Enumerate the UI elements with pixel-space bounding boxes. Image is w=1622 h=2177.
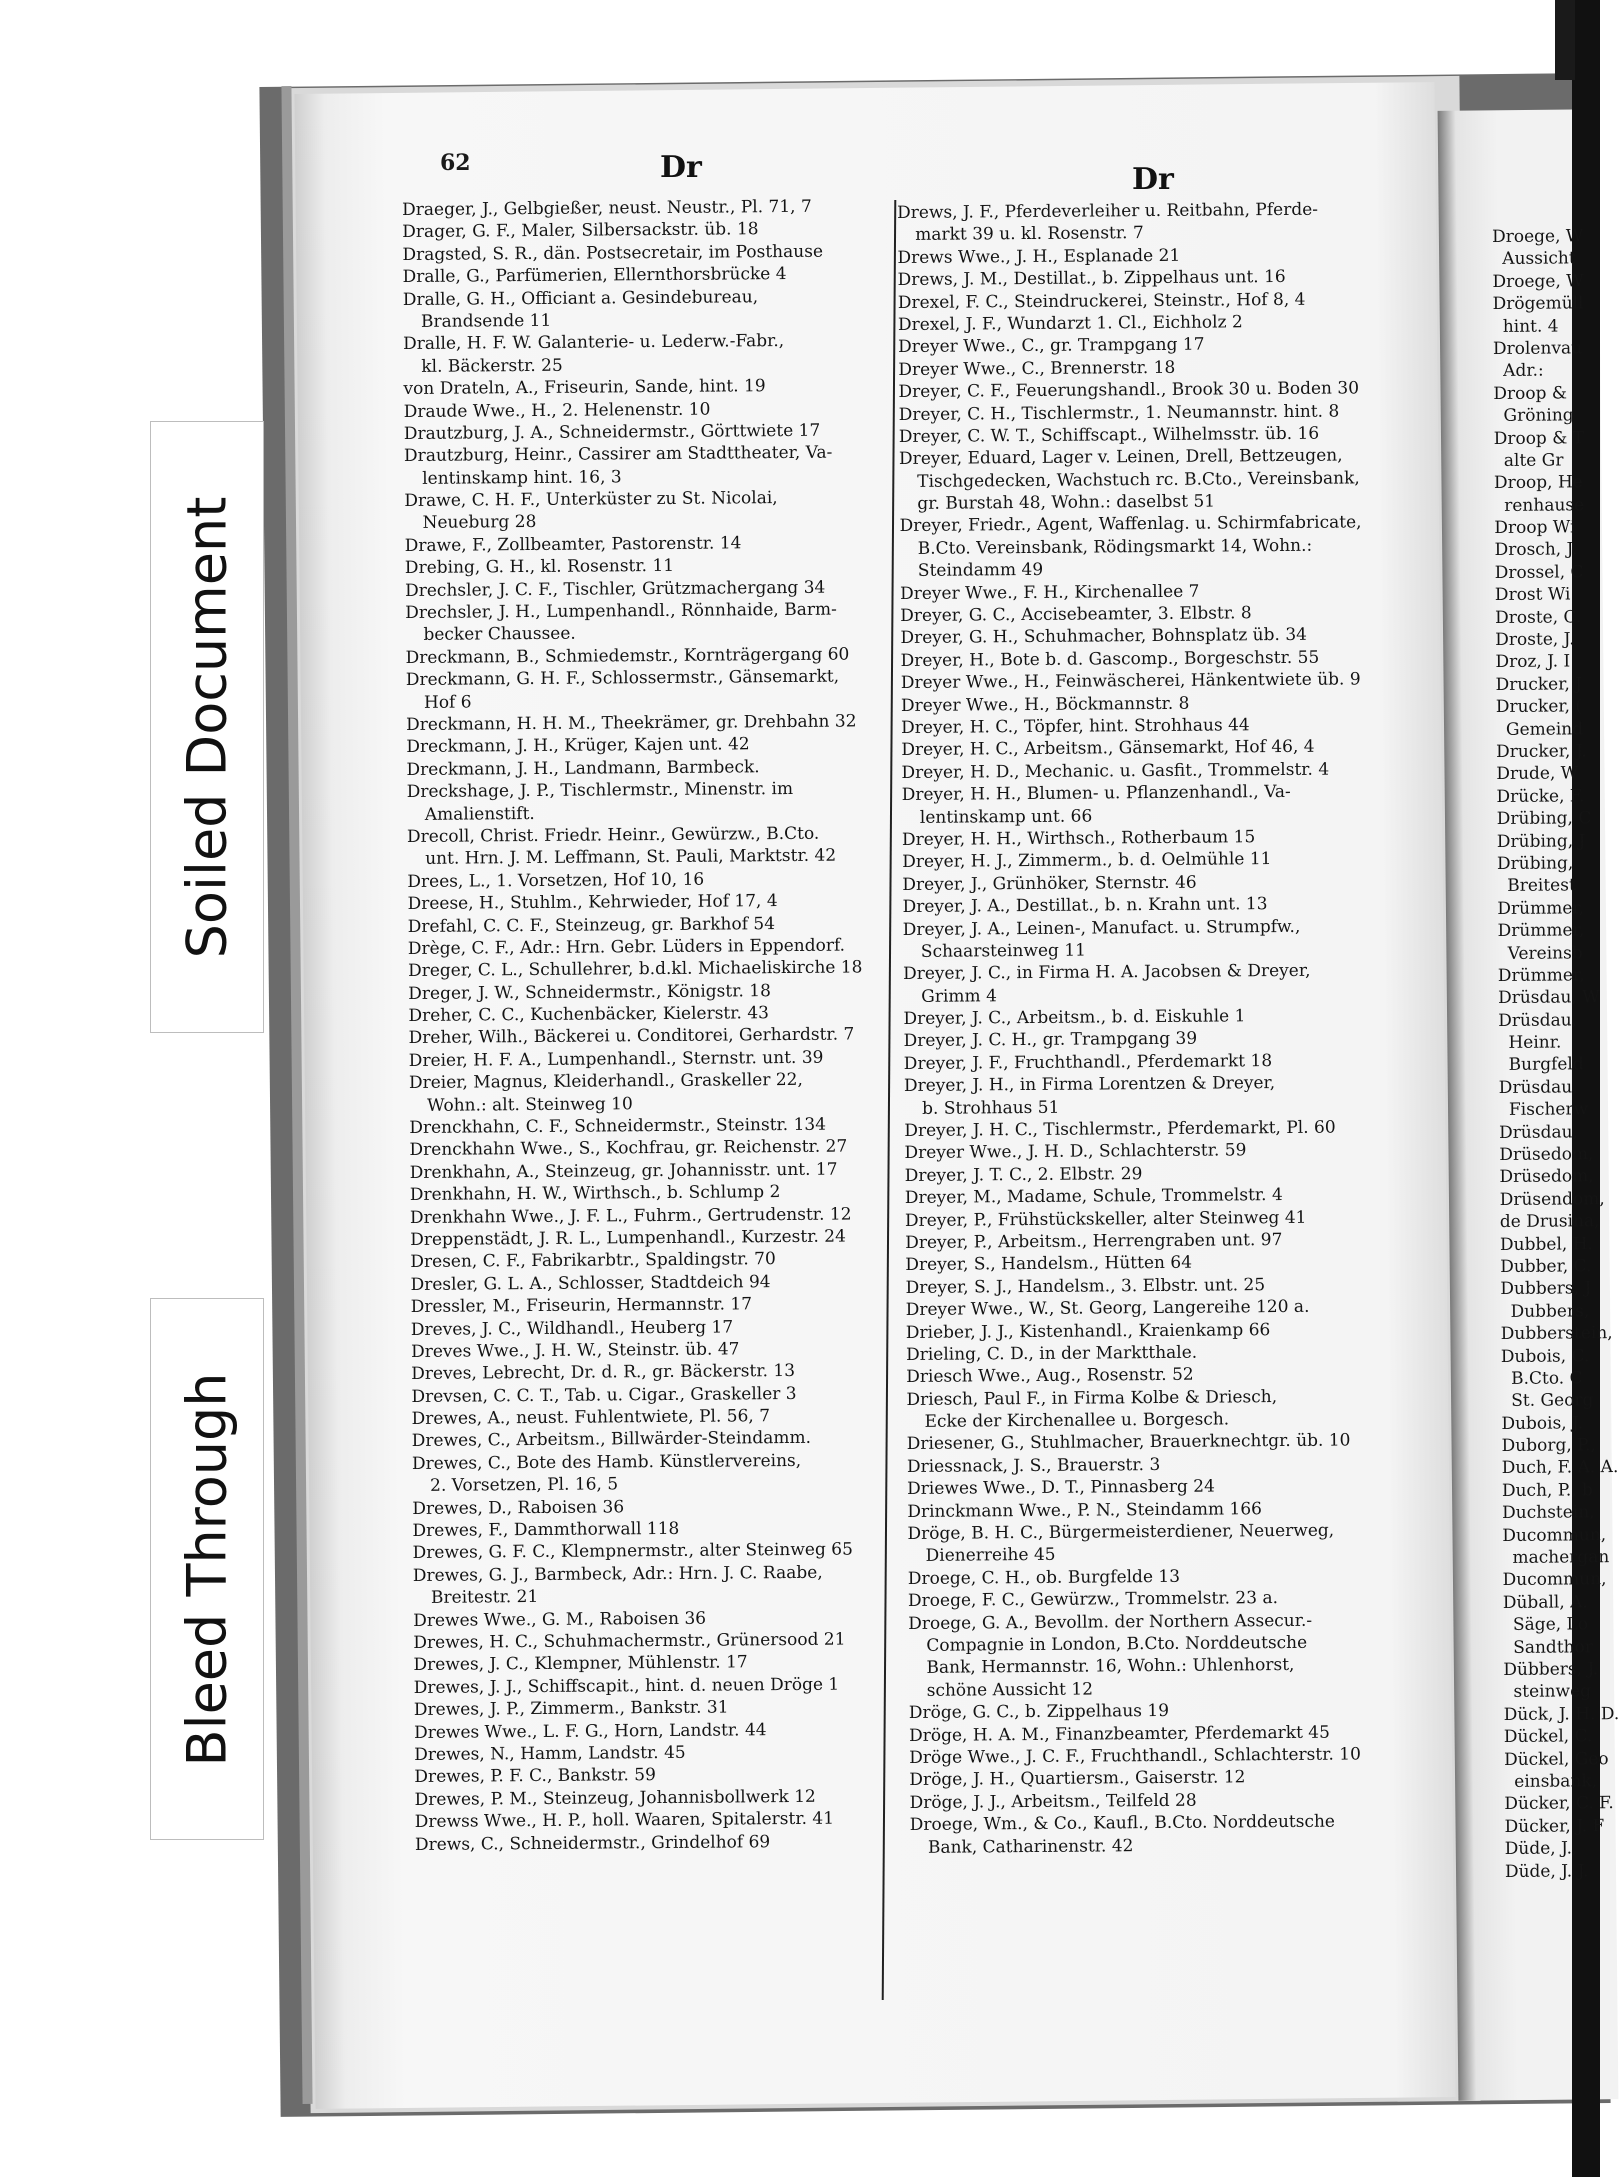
directory-entry: Droste, C. (1494, 606, 1582, 628)
entry-continuation: Grimm 4 (921, 985, 997, 1007)
directory-entry: Dreher, Wilh., Bäckerei u. Conditorei, Gerhardstr. 7 (408, 1024, 855, 1049)
directory-entry: Dücker, C. F. (1504, 1793, 1614, 1815)
entry-continuation: Vereinsb (1507, 942, 1583, 964)
middle-column (897, 198, 1390, 1859)
left-column (402, 195, 927, 1856)
directory-entry: Dreier, Magnus, Kleiderhandl., Graskeller 22, (408, 1070, 803, 1094)
directory-entry: Draeger, J., Gelbgießer, neust. Neustr., Pl. 71, 7 (402, 196, 812, 220)
entry-continuation: B.Cto. C (1510, 1368, 1583, 1389)
directory-entry: Dreyer, G. H., Schuhmacher, Bohnsplatz üb. 34 (900, 625, 1307, 649)
entry-continuation: Tischgedecken, Wachstuch rc. B.Cto., Vereinsbank, (917, 468, 1360, 492)
directory-entry: Drews, J. F., Pferdeverleiher u. Reitbahn, Pferde- (897, 199, 1319, 223)
directory-entry: Düball, A. (1502, 1592, 1588, 1613)
directory-entry: Dreyer, H. J., Zimmerm., b. d. Oelmühle 11 (902, 849, 1272, 873)
entry-continuation: b. Strohhaus 51 (922, 1097, 1060, 1119)
directory-entry: Dreyer, C. H., Tischlermstr., 1. Neumannstr. hint. 8 (898, 401, 1340, 425)
directory-entry: Drüsendom, (1499, 1188, 1605, 1210)
directory-entry: Drenckhahn, C. F., Schneidermstr., Steinstr. 134 (409, 1114, 827, 1138)
directory-entry: Dubois, C. (1500, 1345, 1590, 1367)
directory-entry: Dreyer, J. C., Arbeitsm., b. d. Eiskuhle 1 (903, 1006, 1246, 1030)
directory-entry: Driesch, Paul F., in Firma Kolbe & Driesch, (906, 1386, 1278, 1410)
entry-continuation: St. Georg (1511, 1390, 1594, 1412)
directory-entry: Droop Wi (1494, 517, 1576, 539)
directory-entry: Drewss Wwe., H. P., holl. Waaren, Spitalerstr. 41 (414, 1808, 835, 1833)
directory-entry: Drüsdau, (1498, 1010, 1578, 1031)
directory-entry: von Drateln, A., Friseurin, Sande, hint. 19 (403, 376, 766, 400)
scanner-border-top (1555, 0, 1575, 80)
directory-entry: Drebing, G. H., kl. Rosenstr. 11 (404, 556, 675, 579)
entry-continuation: alte Gr (1503, 450, 1564, 471)
directory-entry: Dreyer, S., Handelsm., Hütten 64 (905, 1253, 1193, 1276)
directory-entry: Dreyer, Eduard, Lager v. Leinen, Drell, Bettzeugen, (898, 445, 1343, 470)
entry-continuation: markt 39 u. kl. Rosenstr. 7 (915, 223, 1144, 246)
directory-entry: Dreyer, J. A., Leinen-, Manufact. u. Strumpfw., (902, 916, 1301, 940)
entry-continuation: Brandsende 11 (420, 310, 552, 332)
directory-entry: Dralle, G. H., Officiant a. Gesindebureau, (402, 286, 759, 310)
running-header-right: Dr (1132, 162, 1174, 197)
directory-entry: Drübing, (1496, 853, 1574, 874)
directory-entry: Dreyer, J. C., in Firma H. A. Jacobsen & Dreyer, (902, 961, 1311, 985)
directory-entry: Droop & T (1493, 427, 1585, 449)
directory-entry: Droege, G. A., Bevollm. der Northern Assecur.- (908, 1610, 1313, 1634)
directory-entry: Ducommun, (1502, 1569, 1607, 1591)
directory-entry: Drenkhahn Wwe., J. F. L., Fuhrm., Gertrudenstr. 12 (409, 1204, 852, 1228)
directory-entry: Dresen, C. F., Fabrikarbtr., Spaldingstr. 70 (410, 1249, 776, 1273)
directory-entry: Dreyer, G. C., Accisebeamter, 3. Elbstr. 8 (900, 603, 1252, 627)
right-column-fragments (1492, 225, 1620, 1883)
directory-entry: Driesener, G., Stuhlmacher, Brauerknechtgr. üb. 10 (906, 1430, 1351, 1455)
directory-entry: Drecoll, Christ. Friedr. Heinr., Gewürzw., B.Cto. (406, 823, 820, 847)
directory-entry: Drude, W (1496, 763, 1579, 785)
directory-entry: Drenkhahn, A., Steinzeug, gr. Johannisstr. unt. 17 (409, 1159, 838, 1183)
directory-entry: Dreves, J. C., Wildhandl., Heuberg 17 (410, 1316, 734, 1340)
directory-entry: Dreckshage, J. P., Tischlermstr., Minenstr. im (406, 779, 794, 803)
entry-continuation: Wohn.: alt. Steinweg 10 (427, 1093, 633, 1116)
directory-entry: Drews, C., Schneidermstr., Grindelhof 69 (414, 1831, 771, 1855)
directory-entry: Dreyer, J. C. H., gr. Trampgang 39 (903, 1029, 1198, 1052)
entry-continuation: Ecke der Kirchenallee u. Borgesch. (924, 1409, 1230, 1432)
entry-continuation: B.Cto. Vereinsbank, Rödingsmarkt 14, Wohn.: (917, 535, 1313, 559)
directory-entry: Dreppenstädt, J. R. L., Lumpenhandl., Kurzestr. 24 (410, 1226, 846, 1250)
entry-continuation: Hof 6 (423, 692, 472, 713)
directory-entry: Dröge, G. C., b. Zippelhaus 19 (908, 1701, 1170, 1724)
tag-label: Soiled Document (175, 496, 239, 958)
directory-entry: Drewes, H. C., Schuhmachermstr., Grünersood 21 (413, 1629, 846, 1653)
directory-entry: Drewes, J. P., Zimmerm., Bankstr. 31 (413, 1697, 729, 1721)
directory-entry: Droege, Wm., & Co., Kaufl., B.Cto. Norddeutsche (909, 1811, 1336, 1836)
directory-entry: Driewes Wwe., D. T., Pinnasberg 24 (907, 1476, 1215, 1500)
entry-continuation: Burgfeld (1508, 1054, 1584, 1076)
directory-entry: Duch, P., b (1501, 1480, 1593, 1501)
directory-entry: Dreger, C. L., Schullehrer, b.d.kl. Michaeliskirche 18 (407, 957, 863, 982)
directory-entry: Dreyer, H., Bote b. d. Gascomp., Borgeschstr. 55 (900, 647, 1320, 671)
directory-entry: Droop, He (1493, 472, 1583, 494)
directory-entry: Dragsted, S. R., dän. Postsecretair, im Posthause (402, 241, 824, 265)
directory-entry: Dubberstein, (1500, 1323, 1613, 1345)
directory-entry: Drège, C. F., Adr.: Hrn. Gebr. Lüders in Eppendorf. (407, 935, 846, 959)
directory-entry: Drewes, F., Dammthorwall 118 (412, 1518, 680, 1542)
directory-entry: Dreyer, H. C., Arbeitsm., Gänsemarkt, Hof 46, 4 (901, 737, 1315, 761)
directory-entry: Düde, J., (1504, 1838, 1578, 1860)
directory-entry: Drewes, N., Hamm, Landstr. 45 (414, 1742, 686, 1765)
directory-entry: Drager, G. F., Maler, Silbersackstr. üb. 18 (402, 219, 759, 243)
directory-entry: Drucker, J (1495, 674, 1583, 695)
directory-entry: Dröge, H. A. M., Finanzbeamter, Pferdemarkt 45 (908, 1722, 1330, 1746)
directory-entry: Dreyer Wwe., C., gr. Trampgang 17 (898, 334, 1205, 358)
directory-entry: Dreyer Wwe., C., Brennerstr. 18 (898, 357, 1176, 380)
directory-entry: Drewes, P. M., Steinzeug, Johannisbollwerk 12 (414, 1786, 816, 1810)
directory-entry: Düde, J. J. (1504, 1860, 1589, 1882)
directory-entry: Duchstein, (1502, 1502, 1595, 1524)
directory-entry: Dreves, Lebrecht, Dr. d. R., gr. Bäckerstr. 13 (411, 1361, 796, 1385)
directory-entry: Drewes Wwe., G. M., Raboisen 36 (413, 1608, 707, 1631)
directory-entry: Dröge, J. J., Arbeitsm., Teilfeld 28 (909, 1790, 1197, 1813)
directory-entry: Drüsdau, (1498, 1077, 1578, 1098)
entry-continuation: lentinskamp hint. 16, 3 (422, 466, 622, 489)
directory-entry: Drewes, C., Arbeitsm., Billwärder-Steindamm. (411, 1428, 812, 1452)
directory-entry: Dreckmann, J. H., Landmann, Barmbeck. (406, 756, 760, 780)
directory-entry: Droege, W (1492, 226, 1584, 247)
directory-entry: Drenckhahn Wwe., S., Kochfrau, gr. Reichenstr. 27 (409, 1136, 848, 1161)
tag-soiled-document (150, 421, 264, 1033)
directory-entry: Dresler, G. L. A., Schlosser, Stadtdeich 94 (410, 1271, 771, 1295)
directory-entry: Drautzburg, J. A., Schneidermstr., Görttwiete 17 (403, 420, 821, 444)
directory-entry: Dralle, G., Parfümerien, Ellernthorsbrücke 4 (402, 264, 787, 288)
directory-entry: Dreyer, J. F., Fruchthandl., Pferdemarkt 18 (903, 1050, 1273, 1074)
directory-entry: Drossel, C (1494, 562, 1584, 583)
entry-continuation: Bank, Hermannstr. 16, Wohn.: Uhlenhorst, (926, 1655, 1295, 1679)
entry-continuation: Fischerw (1508, 1099, 1589, 1121)
directory-entry: Drechsler, J. C. F., Tischler, Grützmachergang 34 (404, 577, 826, 601)
directory-entry: Droege, F. C., Gewürzw., Trommelstr. 23 a. (907, 1588, 1279, 1612)
entry-continuation: renhause (1504, 494, 1585, 516)
directory-entry: Drewes Wwe., L. F. G., Horn, Landstr. 44 (413, 1719, 767, 1743)
directory-entry: Dreyer Wwe., J. H. D., Schlachterstr. 59 (904, 1140, 1247, 1164)
entry-continuation: Aussicht (1502, 248, 1576, 270)
directory-entry: Dreyer, J. H. C., Tischlermstr., Pferdemarkt, Pl. 60 (904, 1117, 1336, 1141)
entry-continuation: steinweg (1513, 1681, 1592, 1703)
directory-entry: Dreyer, Friedr., Agent, Waffenlag. u. Schirmfabricate, (899, 512, 1362, 537)
directory-entry: Drewes, D., Raboisen 36 (412, 1496, 625, 1519)
directory-entry: Drevsen, C. C. T., Tab. u. Cigar., Graskeller 3 (411, 1383, 797, 1407)
directory-entry: Dückel, Geo (1503, 1748, 1609, 1770)
entry-continuation: kl. Bäckerstr. 25 (421, 355, 563, 377)
directory-entry: Dreyer, J. T. C., 2. Elbstr. 29 (904, 1163, 1143, 1186)
directory-entry: Dücker, J. F (1504, 1815, 1605, 1837)
directory-entry: Drosch, J. (1494, 539, 1578, 561)
directory-entry: Drucker, J. (1496, 741, 1587, 762)
directory-entry: Dreyer, C. W. T., Schiffscapt., Wilhelmsstr. üb. 16 (898, 423, 1320, 447)
directory-entry: Drawe, C. H. F., Unterküster zu St. Nicolai, (404, 488, 778, 512)
directory-entry: Drews, J. M., Destillat., b. Zippelhaus unt. 16 (897, 267, 1286, 291)
directory-entry: Dreese, H., Stuhlm., Kehrwieder, Hof 17, 4 (407, 891, 778, 915)
directory-entry: Dreier, H. F. A., Lumpenhandl., Sternstr. unt. 39 (408, 1047, 824, 1071)
directory-entry: Dreyer, J. A., Destillat., b. n. Krahn unt. 13 (902, 894, 1268, 918)
directory-entry: Drewes, J. J., Schiffscapit., hint. d. neuen Dröge 1 (413, 1674, 840, 1698)
directory-entry: Drost Wi (1494, 584, 1571, 606)
directory-entry: Drüsdau, W (1497, 987, 1600, 1009)
entry-continuation: Bank, Catharinenstr. 42 (927, 1835, 1134, 1858)
directory-entry: Dreyer, J., Grünhöker, Sternstr. 46 (902, 872, 1197, 895)
directory-entry: Dröge Wwe., J. C. F., Fruchthandl., Schlachterstr. 10 (909, 1744, 1361, 1768)
directory-entry: Drees, L., 1. Vorsetzen, Hof 10, 16 (407, 869, 705, 892)
directory-entry: Dübbers, J. (1503, 1659, 1599, 1680)
directory-entry: Dreyer, J. H., in Firma Lorentzen & Dreyer, (903, 1073, 1276, 1097)
entry-continuation: Dubbers, (1510, 1301, 1590, 1322)
directory-entry: Dubois, J. (1501, 1413, 1584, 1434)
directory-entry: Drieling, C. D., in der Marktthale. (905, 1342, 1198, 1365)
entry-continuation: machergan (1512, 1547, 1610, 1568)
directory-entry: Dubber, C. (1500, 1256, 1592, 1277)
entry-continuation: Breitestr. 21 (430, 1587, 539, 1609)
directory-entry: Drenkhahn, H. W., Wirthsch., b. Schlump 2 (409, 1182, 781, 1206)
entry-continuation: Breitest (1507, 875, 1576, 897)
directory-entry: Dröge, B. H. C., Bürgermeisterdiener, Neuerweg, (907, 1520, 1335, 1545)
directory-entry: Drinckmann Wwe., P. N., Steindamm 166 (907, 1498, 1263, 1522)
directory-entry: Dückel, C. (1503, 1726, 1593, 1748)
directory-entry: Dreyer Wwe., H., Böckmannstr. 8 (900, 693, 1190, 716)
directory-entry: Dreyer Wwe., W., St. Georg, Langereihe 120 a. (905, 1296, 1310, 1321)
entry-continuation: Steindamm 49 (917, 560, 1044, 582)
directory-entry: Dreyer, H. H., Wirthsch., Rotherbaum 15 (901, 827, 1256, 850)
directory-entry: Dressler, M., Friseurin, Hermannstr. 17 (410, 1294, 753, 1318)
entry-continuation: Dienerreihe 45 (925, 1545, 1056, 1567)
directory-entry: Drübing, J (1496, 830, 1586, 852)
running-header-left: Dr (660, 150, 702, 185)
directory-entry: Dubbers, J (1500, 1278, 1592, 1300)
entry-continuation: 2. Vorsetzen, Pl. 16, 5 (430, 1474, 619, 1497)
directory-entry: Ducommun, (1502, 1524, 1607, 1546)
directory-entry: Drolenvau (1492, 338, 1583, 359)
directory-entry: Duch, F. A. A. (1501, 1457, 1619, 1479)
directory-entry: Drüsedom, (1499, 1144, 1594, 1165)
directory-entry: Droste, J. (1495, 629, 1575, 651)
entry-continuation: Heinr. (1508, 1032, 1562, 1053)
entry-continuation: Säge, Lo (1512, 1614, 1589, 1636)
directory-entry: Droz, J. I (1495, 651, 1571, 673)
directory-entry: Driessnack, J. S., Brauerstr. 3 (906, 1454, 1161, 1477)
directory-entry: Drübing, C (1496, 808, 1592, 830)
entry-continuation: Gröning (1503, 405, 1574, 427)
directory-entry: Dreyer, S. J., Handelsm., 3. Elbstr. unt. 25 (905, 1274, 1266, 1298)
directory-entry: Droege, C. H., ob. Burgfelde 13 (907, 1566, 1181, 1589)
directory-entry: Drümmer, (1497, 898, 1585, 919)
entry-continuation: Amalienstift. (424, 803, 535, 825)
directory-entry: Duborg, P., (1501, 1435, 1596, 1457)
tag-label: Bleed Through (175, 1372, 239, 1766)
directory-entry: Dralle, H. F. W. Galanterie- u. Lederw.-Fabr., (403, 331, 785, 355)
directory-entry: Dreyer, P., Frühstückskeller, alter Steinweg 41 (904, 1207, 1307, 1231)
entry-continuation: Neueburg 28 (422, 512, 537, 534)
page-number: 62 (440, 150, 471, 176)
entry-continuation: gr. Burstah 48, Wohn.: daselbst 51 (917, 491, 1216, 514)
entry-continuation: becker Chaussee. (423, 624, 576, 646)
directory-entry: Dubbel, H. (1499, 1233, 1593, 1255)
directory-entry: Dreher, C. C., Kuchenbäcker, Kielerstr. 43 (408, 1003, 770, 1027)
entry-continuation: Compagnie in London, B.Cto. Norddeutsche (926, 1632, 1308, 1656)
tag-bleed-through (150, 1298, 264, 1840)
directory-entry: Dreyer, H. D., Mechanic. u. Gasfit., Trommelstr. 4 (901, 759, 1330, 783)
directory-entry: Dück, J. H. D. (1503, 1703, 1620, 1725)
directory-entry: Dröge, J. H., Quartiersm., Gaiserstr. 12 (909, 1767, 1246, 1791)
entry-continuation: unt. Hrn. J. M. Leffmann, St. Pauli, Marktstr. 42 (425, 845, 837, 870)
directory-entry: Dreger, J. W., Schneidermstr., Königstr. 18 (408, 980, 771, 1004)
directory-entry: Drechsler, J. H., Lumpenhandl., Rönnhaide, Barm- (405, 599, 837, 624)
directory-entry: Draude Wwe., H., 2. Helenenstr. 10 (403, 399, 711, 422)
directory-entry: Dreyer Wwe., H., Feinwäscherei, Hänkentwiete üb. 9 (900, 669, 1361, 694)
directory-entry: Dreyer Wwe., F. H., Kirchenallee 7 (899, 581, 1200, 604)
directory-entry: Dreckmann, G. H. F., Schlossermstr., Gänsemarkt, (405, 666, 840, 691)
entry-continuation: schöne Aussicht 12 (926, 1679, 1094, 1701)
directory-entry: Drexel, F. C., Steindruckerei, Steinstr., Hof 8, 4 (897, 289, 1306, 313)
directory-entry: Dreyer, H. C., Töpfer, hint. Strohhaus 44 (901, 715, 1250, 738)
directory-entry: Drewes, G. F. C., Klempnermstr., alter Steinweg 65 (412, 1539, 853, 1564)
directory-entry: Drüsedom, (1499, 1166, 1594, 1188)
entry-continuation: hint. 4 (1502, 316, 1559, 337)
entry-continuation: Gemeind (1505, 718, 1584, 740)
directory-entry: Drawe, F., Zollbeamter, Pastorenstr. 14 (404, 533, 742, 556)
directory-entry: Droop & (1493, 383, 1568, 404)
directory-entry: Drefahl, C. C. F., Steinzeug, gr. Barkhof 54 (407, 913, 776, 937)
directory-entry: Drücke, F. (1496, 786, 1585, 807)
directory-entry: Dreyer, M., Madame, Schule, Trommelstr. 4 (904, 1185, 1283, 1209)
directory-entry: de Drusina, (1499, 1211, 1600, 1233)
directory-entry: Drüsdau, (1499, 1121, 1579, 1143)
directory-entry: Dreyer, H. H., Blumen- u. Pflanzenhandl., Va- (901, 782, 1291, 806)
directory-entry: Dreyer, P., Arbeitsm., Herrengraben unt. 97 (905, 1229, 1283, 1253)
entry-continuation: einsbank, (1514, 1771, 1598, 1792)
directory-entry: Dreyer, C. F., Feuerungshandl., Brook 30 u. Boden 30 (898, 378, 1360, 403)
directory-entry: Drieber, J. J., Kistenhandl., Kraienkamp 66 (905, 1319, 1271, 1343)
directory-entry: Drewes, A., neust. Fuhlentwiete, Pl. 56, 7 (411, 1406, 771, 1430)
directory-entry: Dreckmann, B., Schmiedemstr., Kornträgergang 60 (405, 644, 850, 668)
directory-entry: Drewes, G. J., Barmbeck, Adr.: Hrn. J. C. Raabe, (412, 1562, 823, 1586)
directory-entry: Drautzburg, Heinr., Cassirer am Stadttheater, Va- (403, 442, 833, 467)
entry-continuation: Adr.: (1503, 360, 1544, 382)
directory-entry: Drewes, J. C., Klempner, Mühlenstr. 17 (413, 1652, 748, 1676)
directory-entry: Dreckmann, H. H. M., Theekrämer, gr. Drehbahn 32 (406, 711, 857, 735)
directory-entry: Drexel, J. F., Wundarzt 1. Cl., Eichholz 2 (897, 312, 1243, 335)
directory-entry: Drümmer, (1497, 965, 1585, 986)
directory-entry: Drewes, P. F. C., Bankstr. 59 (414, 1765, 656, 1788)
entry-continuation: Schaarsteinweg 11 (920, 940, 1087, 962)
directory-entry: Drucker, ( (1495, 696, 1583, 718)
directory-entry: Driesch Wwe., Aug., Rosenstr. 52 (906, 1365, 1194, 1388)
directory-entry: Drögemüll (1492, 293, 1584, 315)
directory-entry: Dreves Wwe., J. H. W., Steinstr. üb. 47 (410, 1339, 740, 1362)
entry-continuation: lentinskamp unt. 66 (919, 806, 1093, 828)
directory-entry: Drewes, C., Bote des Hamb. Künstlervereins, (411, 1450, 802, 1474)
directory-entry: Droege, W (1492, 271, 1584, 292)
directory-entry: Drews Wwe., J. H., Esplanade 21 (897, 245, 1181, 268)
directory-entry: Dreckmann, J. H., Krüger, Kajen unt. 42 (406, 734, 750, 758)
entry-continuation: Sandthor (1513, 1636, 1594, 1658)
directory-entry: Drümmer, (1497, 920, 1585, 942)
